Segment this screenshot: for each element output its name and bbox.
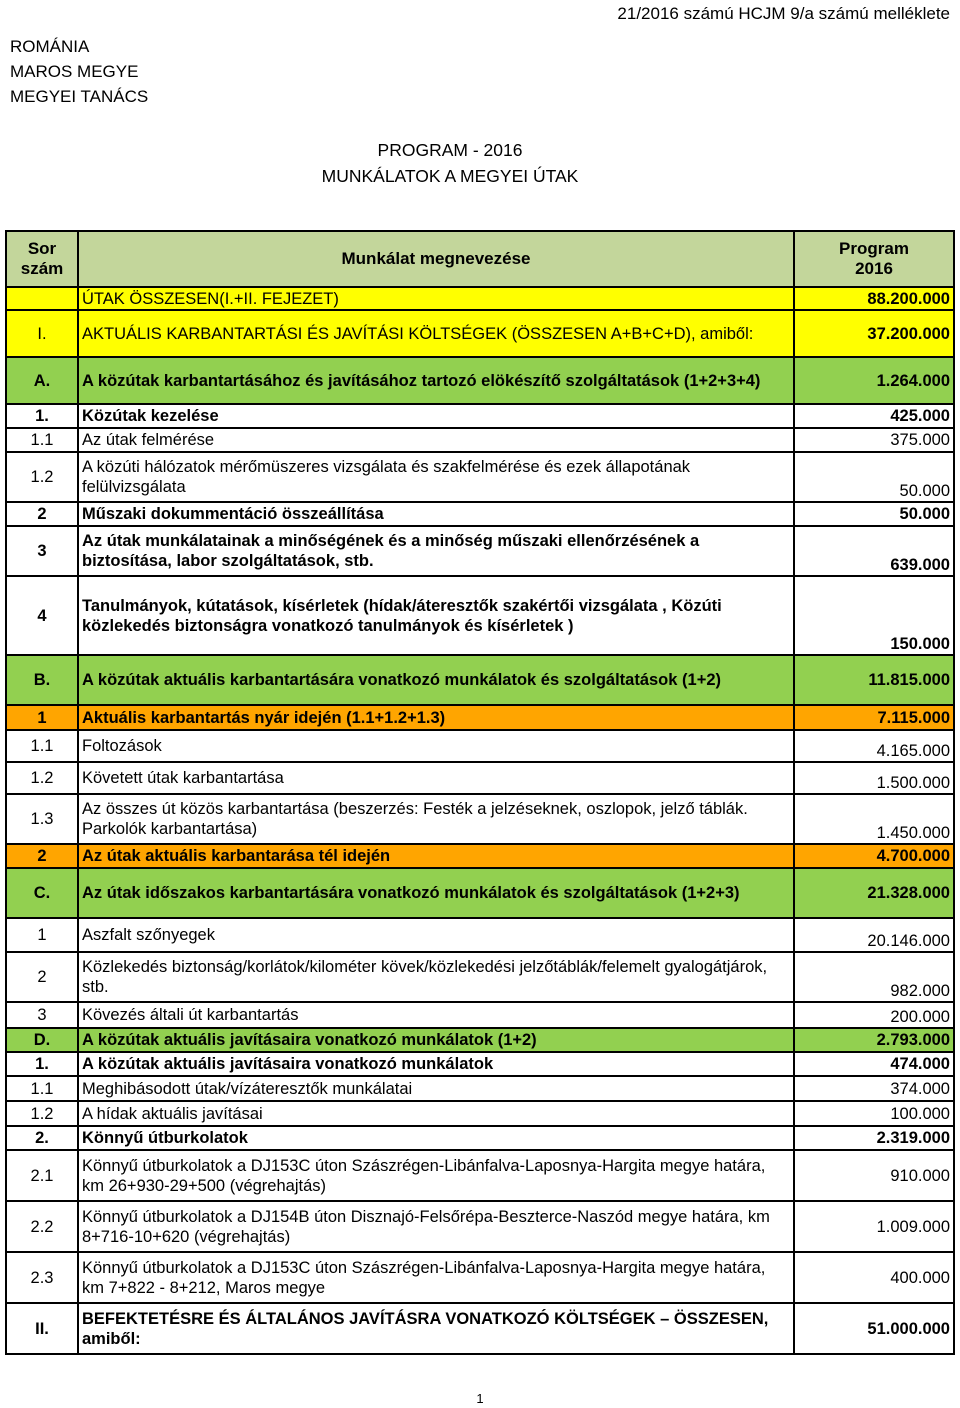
row-number: 2. [6, 1126, 78, 1150]
row-name: Könnyű útburkolatok [78, 1126, 794, 1150]
row-name: ÚTAK ÖSSZESEN(I.+II. FEJEZET) [78, 287, 794, 310]
row-number: 2 [6, 952, 78, 1002]
annex-reference: 21/2016 számú HCJM 9/a számú melléklete [617, 4, 950, 23]
org-country: ROMÁNIA [10, 37, 90, 56]
row-amount: 374.000 [794, 1076, 954, 1101]
table-row [6, 844, 954, 868]
row-amount: 4.700.000 [794, 844, 954, 868]
row-amount: 88.200.000 [794, 287, 954, 310]
row-name: BEFEKTETÉSRE ÉS ÁLTALÁNOS JAVÍTÁSRA VONATKOZÓ KÖLTSÉGEK – ÖSSZESEN, amiből: [78, 1303, 794, 1354]
table-row [6, 428, 954, 452]
table-row [6, 357, 954, 404]
row-amount: 7.115.000 [794, 705, 954, 730]
table-row [6, 1028, 954, 1052]
row-amount: 1.500.000 [794, 762, 954, 794]
row-name: Közlekedés biztonság/korlátok/kilométer kövek/közlekedési jelzőtáblák/felemelt gyalogátjárok, stb. [78, 952, 794, 1002]
row-number: 2.1 [6, 1150, 78, 1201]
row-number: 2 [6, 502, 78, 526]
document-subtitle: MUNKÁLATOK A MEGYEI ÚTAK [321, 166, 579, 186]
row-name: Közútak kezelése [78, 404, 794, 428]
row-name: Foltozások [78, 730, 794, 762]
row-number: 1. [6, 1052, 78, 1076]
row-name: AKTUÁLIS KARBANTARTÁSI ÉS JAVÍTÁSI KÖLTSÉGEK (ÖSSZESEN A+B+C+D), amiből: [78, 310, 794, 357]
row-number: 2.3 [6, 1252, 78, 1303]
table-row [6, 526, 954, 576]
table-row [6, 868, 954, 918]
row-number: 1.2 [6, 452, 78, 502]
row-name: Aktuális karbantartás nyár idején (1.1+1.2+1.3) [78, 705, 794, 730]
row-number: A. [6, 357, 78, 404]
row-name: A közútak aktuális karbantartására vonatkozó munkálatok és szolgáltatások (1+2) [78, 655, 794, 705]
row-name: A közútak karbantartásához és javításához tartozó elökészítő szolgáltatások (1+2+3+4) [78, 357, 794, 404]
row-name: Könnyű útburkolatok a DJ153C úton Szászrégen-Libánfalva-Laposnya-Hargita megye határa, km 26+930-29+500 (végrehajtás) [78, 1150, 794, 1201]
row-name: Az összes út közös karbantartása (beszerzés: Festék a jelzéseknek, oszlopok, jelző táblák. Parkolók karbantartása) [78, 794, 794, 844]
program-table [5, 230, 955, 1355]
table-row [6, 310, 954, 357]
row-number: 1.3 [6, 794, 78, 844]
row-number: 1 [6, 705, 78, 730]
row-name: Tanulmányok, kútatások, kísérletek (hídak/áteresztők szakértői vizsgálata , Közúti közlekedés biztonságra vonatkozó tanulmányok és kísérletek ) [78, 576, 794, 655]
table-row [6, 1076, 954, 1101]
row-amount: 1.009.000 [794, 1201, 954, 1252]
row-number: 2 [6, 844, 78, 868]
document-title-block [0, 137, 900, 189]
row-amount: 50.000 [794, 502, 954, 526]
table-row [6, 1052, 954, 1076]
row-number: II. [6, 1303, 78, 1354]
row-amount: 20.146.000 [794, 918, 954, 952]
table-header-row [6, 231, 954, 287]
table-row [6, 1002, 954, 1028]
table-row [6, 1126, 954, 1150]
row-number: I. [6, 310, 78, 357]
table-row [6, 1201, 954, 1252]
row-name: A közútak aktuális javításaira vonatkozó munkálatok (1+2) [78, 1028, 794, 1052]
row-name: Műszaki dokummentáció összeállítása [78, 502, 794, 526]
row-name: Kövezés általi út karbantartás [78, 1002, 794, 1028]
table-row [6, 918, 954, 952]
row-name: Könnyű útburkolatok a DJ154B úton Disznajó-Felsőrépa-Beszterce-Naszód megye határa, km 8+716-10+620 (végrehajtás) [78, 1201, 794, 1252]
row-amount: 150.000 [794, 576, 954, 655]
row-amount: 200.000 [794, 1002, 954, 1028]
row-amount: 425.000 [794, 404, 954, 428]
row-number: 1.2 [6, 1101, 78, 1126]
row-number: D. [6, 1028, 78, 1052]
row-name: Az útak felmérése [78, 428, 794, 452]
table-row [6, 794, 954, 844]
row-amount: 375.000 [794, 428, 954, 452]
row-number: 3 [6, 526, 78, 576]
row-amount: 37.200.000 [794, 310, 954, 357]
org-council: MEGYEI TANÁCS [10, 87, 149, 106]
table-row [6, 404, 954, 428]
row-amount: 4.165.000 [794, 730, 954, 762]
row-amount: 400.000 [794, 1252, 954, 1303]
table-row [6, 1252, 954, 1303]
table-row [6, 1150, 954, 1201]
table-row [6, 452, 954, 502]
row-amount: 100.000 [794, 1101, 954, 1126]
header-name: Munkálat megnevezése [78, 231, 794, 287]
row-name: Aszfalt szőnyegek [78, 918, 794, 952]
row-number: 1.1 [6, 428, 78, 452]
table-row [6, 1303, 954, 1354]
row-amount: 51.000.000 [794, 1303, 954, 1354]
row-number: 1.1 [6, 730, 78, 762]
row-number: 1. [6, 404, 78, 428]
page-number: 1 [476, 1391, 484, 1406]
row-number: B. [6, 655, 78, 705]
table-row [6, 705, 954, 730]
organization-block [10, 34, 148, 109]
row-amount: 910.000 [794, 1150, 954, 1201]
row-number [6, 287, 78, 310]
row-number: C. [6, 868, 78, 918]
row-amount: 1.450.000 [794, 794, 954, 844]
row-name: A közúti hálózatok mérőmüszeres vizsgálata és szakfelmérése és ezek állapotának felülvizsgálata [78, 452, 794, 502]
table-row [6, 762, 954, 794]
table-row [6, 287, 954, 310]
row-name: Meghibásodott útak/vízáteresztők munkálatai [78, 1076, 794, 1101]
row-name: Könnyű útburkolatok a DJ153C úton Szászrégen-Libánfalva-Laposnya-Hargita megye határa, km 7+822 - 8+212, Maros megye [78, 1252, 794, 1303]
row-number: 1.2 [6, 762, 78, 794]
row-name: A hídak aktuális javításai [78, 1101, 794, 1126]
row-number: 3 [6, 1002, 78, 1028]
row-number: 1.1 [6, 1076, 78, 1101]
header-program: Program 2016 [794, 231, 954, 287]
table-row [6, 655, 954, 705]
document-title: PROGRAM - 2016 [377, 140, 523, 160]
row-amount: 639.000 [794, 526, 954, 576]
row-name: Követett útak karbantartása [78, 762, 794, 794]
row-amount: 2.319.000 [794, 1126, 954, 1150]
row-name: A közútak aktuális javításaira vonatkozó munkálatok [78, 1052, 794, 1076]
row-amount: 474.000 [794, 1052, 954, 1076]
table-row [6, 1101, 954, 1126]
table-row [6, 576, 954, 655]
row-number: 2.2 [6, 1201, 78, 1252]
row-number: 1 [6, 918, 78, 952]
header-sor-szam: Sor szám [6, 231, 78, 287]
org-county: MAROS MEGYE [10, 62, 139, 81]
row-name: Az útak munkálatainak a minőségének és a minőség műszaki ellenőrzésének a biztosítása, labor szolgáltatások, stb. [78, 526, 794, 576]
table-row [6, 730, 954, 762]
row-amount: 21.328.000 [794, 868, 954, 918]
row-name: Az útak aktuális karbantarása tél idején [78, 844, 794, 868]
row-name: Az útak időszakos karbantartására vonatkozó munkálatok és szolgáltatások (1+2+3) [78, 868, 794, 918]
row-amount: 1.264.000 [794, 357, 954, 404]
table-row [6, 502, 954, 526]
row-amount: 11.815.000 [794, 655, 954, 705]
table-row [6, 952, 954, 1002]
row-amount: 982.000 [794, 952, 954, 1002]
row-amount: 2.793.000 [794, 1028, 954, 1052]
row-number: 4 [6, 576, 78, 655]
row-amount: 50.000 [794, 452, 954, 502]
